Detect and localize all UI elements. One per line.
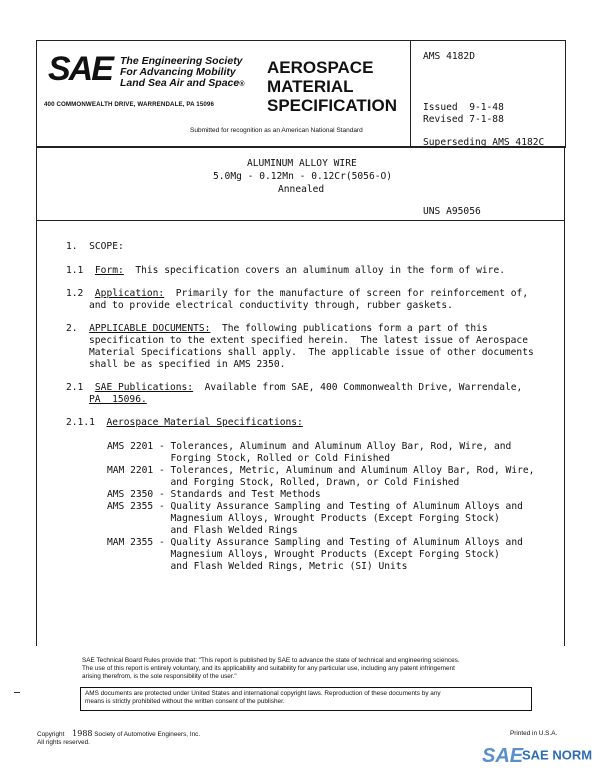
tagline-line: Land Sea Air and Space® (120, 77, 245, 89)
reference-line: MAM 2355 - Quality Assurance Sampling and Testing of Aluminum Alloys and (107, 537, 523, 548)
section-number: 1.1 (66, 265, 84, 276)
material-composition: 5.0Mg - 0.12Mn - 0.12Cr(5056-O) (213, 171, 393, 182)
tagline-line: The Engineering Society (120, 55, 243, 67)
tagline-text: Land Sea Air and Space (120, 77, 240, 89)
section-1-heading (66, 241, 124, 253)
board-rules-line: SAE Technical Board Rules provide that: "This report is published by SAE to advance the state of technical and engineering sciences. (82, 657, 460, 664)
superseding: Superseding AMS 4182C (423, 137, 545, 148)
section-2-1 (66, 382, 522, 394)
section-2-1-1 (66, 417, 303, 429)
section-number: 2.1.1 (66, 417, 95, 428)
ams-number: AMS 4182D (423, 51, 475, 62)
submitted-note: Submitted for recognition as an American National Standard (190, 127, 363, 134)
section-1-1 (66, 265, 505, 277)
material-condition: Annealed (278, 184, 325, 195)
title-line: MATERIAL (267, 77, 354, 96)
reference-line: Magnesium Alloys, Wrought Products (Except Forging Stock) (107, 513, 500, 524)
board-rules-line: The use of this report is entirely voluntary, and its applicability and suitability for any particular use, including any patent infringement (82, 665, 455, 672)
printed-in: Printed in U.S.A. (510, 730, 558, 737)
left-margin-rule (36, 146, 37, 646)
section-number: 2. (66, 323, 78, 334)
section-2-cont: shall be as specified in AMS 2350. (89, 359, 286, 370)
section-text: Primarily for the manufacture of screen for reinforcement of, (175, 288, 529, 299)
issued-date: Issued 9-1-48 (423, 102, 504, 113)
watermark-text: SAE NORM (522, 747, 593, 763)
svg-text:SAE: SAE (482, 745, 524, 767)
section-label: APPLICABLE DOCUMENTS: (89, 323, 211, 334)
sae-norm-watermark (482, 744, 592, 768)
board-rules (82, 657, 552, 681)
section-text: Available from SAE, 400 Commonwealth Drive, Warrendale, (204, 382, 523, 393)
document-type-title (267, 58, 397, 115)
tagline-line: For Advancing Mobility (120, 66, 236, 78)
section-2-cont: specification to the extent specified herein. The latest issue of Aerospace (89, 335, 528, 346)
uns-number: UNS A95056 (423, 206, 481, 217)
title-line: AEROSPACE (267, 58, 374, 77)
reference-line: MAM 2201 - Tolerances, Metric, Aluminum and Aluminum Alloy Bar, Rod, Wire, (107, 465, 535, 476)
section-label: SAE Publications: (94, 382, 194, 393)
reference-line: AMS 2350 - Standards and Test Methods (107, 489, 321, 500)
reference-line: AMS 2201 - Tolerances, Aluminum and Aluminum Alloy Bar, Rod, Wire, and (107, 441, 512, 452)
copyright-year: 1988 (72, 729, 93, 738)
copyright-line (37, 730, 200, 739)
reference-line: AMS 2355 - Quality Assurance Sampling and Testing of Aluminum Alloys and (107, 501, 523, 512)
section-text: This specification covers an aluminum alloy in the form of wire. (135, 265, 506, 276)
section-1-2 (66, 288, 528, 300)
section-2-cont: Material Specifications shall apply. The applicable issue of other documents (89, 347, 534, 358)
copyright-label: Copyright (37, 731, 65, 738)
copyright-notice-line: means is strictly prohibited without the written consent of the publisher. (85, 698, 285, 705)
sae-address: 400 COMMONWEALTH DRIVE, WARRENDALE, PA 15096 (44, 101, 214, 108)
sae-tagline (120, 56, 244, 90)
reference-line: Forging Stock, Rolled or Cold Finished (107, 453, 391, 464)
reference-line: Magnesium Alloys, Wrought Products (Except Forging Stock) (107, 549, 500, 560)
copyright-notice (85, 690, 530, 706)
copyright-org: Society of Automotive Engineers, Inc. (94, 731, 201, 738)
section-label: Form: (94, 265, 124, 276)
section-label: Aerospace Material Specifications: (106, 417, 303, 428)
section-1-text: 1. SCOPE: (66, 241, 124, 252)
section-number: 1.2 (66, 288, 84, 299)
section-text: The following publications form a part of this (221, 323, 488, 334)
reference-line: and Flash Welded Rings (107, 525, 298, 536)
sae-logo: SAE (48, 50, 112, 88)
reference-line: and Forging Stock, Rolled, Drawn, or Cold Finished (107, 477, 460, 488)
right-margin-rule (564, 146, 565, 646)
section-label: Application: (94, 288, 165, 299)
material-name: ALUMINUM ALLOY WIRE (247, 158, 357, 169)
copyright-notice-line: AMS documents are protected under United States and international copyright laws. Reproduction of these documents by any (85, 690, 441, 697)
section-2-1-cont: PA 15096. (89, 394, 147, 405)
section-1-2-cont: and to provide electrical conductivity through, rubber gaskets. (89, 300, 453, 311)
uns-rule (36, 220, 565, 221)
sae-norm-logo-icon (482, 744, 524, 767)
revised-date: Revised 7-1-88 (423, 114, 504, 125)
section-2 (66, 323, 488, 335)
header-divider (410, 40, 411, 147)
reference-line: and Flash Welded Rings, Metric (SI) Units (107, 561, 408, 572)
all-rights-reserved: All rights reserved. (37, 739, 90, 746)
title-line: SPECIFICATION (267, 96, 398, 115)
section-number: 2.1 (66, 382, 84, 393)
board-rules-line: arising therefrom, is the sole responsibility of the user." (82, 673, 237, 680)
stray-mark (14, 692, 20, 693)
